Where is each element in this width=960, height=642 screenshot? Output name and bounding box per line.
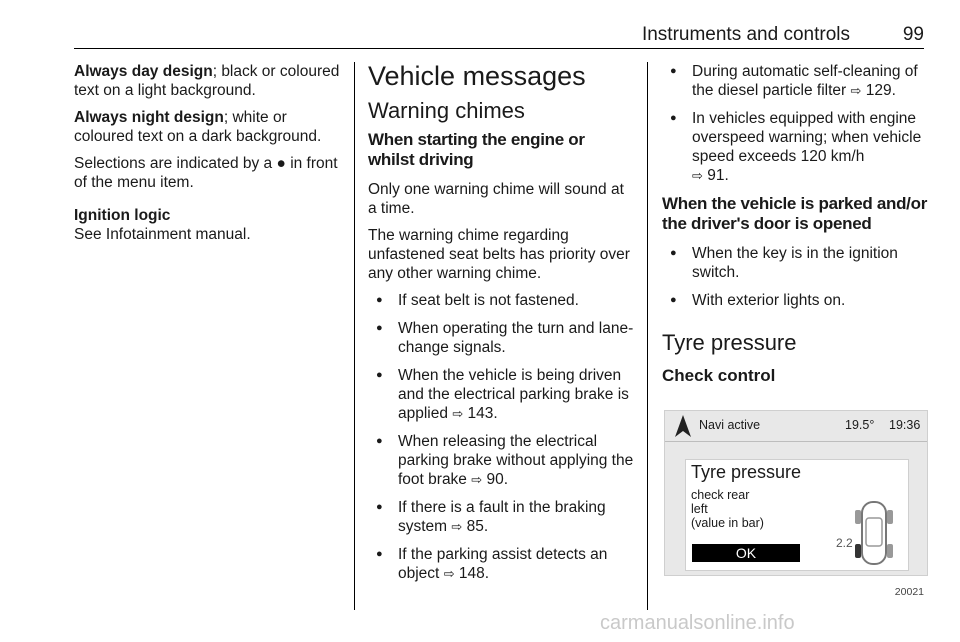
paragraph-see-manual: See Infotainment manual.	[74, 226, 251, 243]
column-left	[74, 62, 344, 252]
subheading-ignition-logic: Ignition logic	[74, 207, 171, 224]
list-item-text: When the key is in the ignition switch.	[692, 245, 898, 281]
list-item	[662, 291, 928, 310]
list-chime-conditions	[368, 291, 634, 583]
page-number: 99	[902, 24, 924, 45]
car-top-view-icon	[854, 500, 894, 566]
heading-vehicle-parked: When the vehicle is parked and/or the driver's door is opened	[662, 194, 928, 233]
tyre-pressure-display-figure	[662, 392, 928, 602]
page-ref-arrow-icon: ⇨	[692, 168, 703, 183]
definition-text: ; white or coloured text on a dark background.	[74, 109, 322, 145]
list-item-text: In vehicles equipped with engine overspeed warning; when vehicle speed exceeds 120 km/h	[692, 110, 922, 165]
list-item	[368, 291, 634, 310]
list-item	[368, 498, 634, 536]
message-line: check rear	[691, 488, 750, 502]
list-item	[368, 366, 634, 423]
list-item-text: When the vehicle is being driven and the electrical parking brake is applied	[398, 367, 629, 422]
subheading-check-control: Check control	[662, 366, 776, 385]
list-item-text: If seat belt is not fastened.	[398, 292, 579, 309]
message-line: (value in bar)	[691, 516, 764, 530]
term-day-design: Always day design	[74, 63, 213, 80]
heading-starting-engine: When starting the engine or whilst driving	[368, 130, 585, 169]
page-ref[interactable]: 143.	[467, 405, 498, 422]
page-ref-arrow-icon: ⇨	[451, 519, 463, 534]
heading-warning-chimes: Warning chimes	[368, 98, 525, 123]
list-item-text: If there is a fault in the braking system	[398, 499, 606, 535]
tyre-pressure-value: 2.2	[836, 536, 853, 550]
warning-message	[691, 488, 764, 530]
list-item-text: With exterior lights on.	[692, 292, 846, 309]
paragraph-selection	[74, 154, 344, 192]
page-ref-arrow-icon: ⇨	[452, 406, 464, 421]
term-night-design: Always night design	[74, 109, 224, 126]
column-divider	[647, 62, 648, 610]
display-status-bar	[665, 411, 927, 442]
list-item-text: When releasing the electrical parking brake without applying the foot brake	[398, 433, 634, 488]
watermark-text: carmanualsonline.info	[600, 612, 795, 634]
list-item	[368, 319, 634, 357]
filled-dot-icon: ●	[276, 155, 286, 172]
page-ref-arrow-icon: ⇨	[443, 566, 455, 581]
list-item-text: During automatic self-cleaning of the diesel particle filter	[692, 63, 918, 99]
list-item	[368, 545, 634, 583]
display-screen	[664, 410, 928, 576]
panel-title: Tyre pressure	[691, 462, 802, 482]
list-item	[662, 109, 928, 185]
list-item	[662, 244, 928, 282]
list-parked-conditions	[662, 244, 928, 310]
column-middle	[368, 62, 634, 592]
section-title: Instruments and controls	[641, 24, 850, 45]
paragraph-seat-belt-priority: The warning chime regarding unfastened seat belts has priority over any other warning chime.	[368, 227, 630, 282]
page-ref[interactable]: 85.	[466, 518, 489, 535]
navi-status: Navi active	[699, 418, 761, 432]
list-item	[368, 432, 634, 489]
page-ref[interactable]: 90.	[486, 471, 509, 488]
paragraph-night-design	[74, 108, 344, 146]
page-ref[interactable]: 129.	[865, 82, 896, 99]
clock-time: 19:36	[889, 418, 921, 432]
page-header	[74, 24, 924, 49]
warning-panel	[685, 459, 909, 571]
page-ref-arrow-icon: ⇨	[471, 472, 483, 487]
outside-temperature: 19.5°	[845, 418, 875, 432]
list-chime-conditions-cont	[662, 62, 928, 185]
list-item	[662, 62, 928, 100]
paragraph-day-design	[74, 62, 344, 100]
selection-text: in front of the menu item.	[74, 155, 338, 191]
paragraph-one-chime: Only one warning chime will sound at a time.	[368, 181, 624, 217]
navigation-arrow-icon	[675, 415, 691, 437]
list-item-text: When operating the turn and lane-change signals.	[398, 320, 634, 356]
column-right	[662, 62, 928, 385]
selection-text: Selections are indicated by a	[74, 155, 273, 172]
heading-vehicle-messages: Vehicle messages	[368, 61, 586, 91]
message-line: left	[691, 502, 708, 516]
heading-tyre-pressure: Tyre pressure	[662, 330, 797, 355]
page-ref-arrow-icon: ⇨	[850, 83, 862, 98]
definition-text: ; black or coloured text on a light background.	[74, 63, 340, 99]
page-ref[interactable]: 91.	[707, 167, 729, 184]
page-ref[interactable]: 148.	[458, 565, 490, 582]
figure-number: 20021	[894, 586, 924, 598]
column-divider	[354, 62, 355, 610]
ok-button[interactable]: OK	[692, 544, 800, 562]
list-item-text: If the parking assist detects an object	[398, 546, 608, 582]
